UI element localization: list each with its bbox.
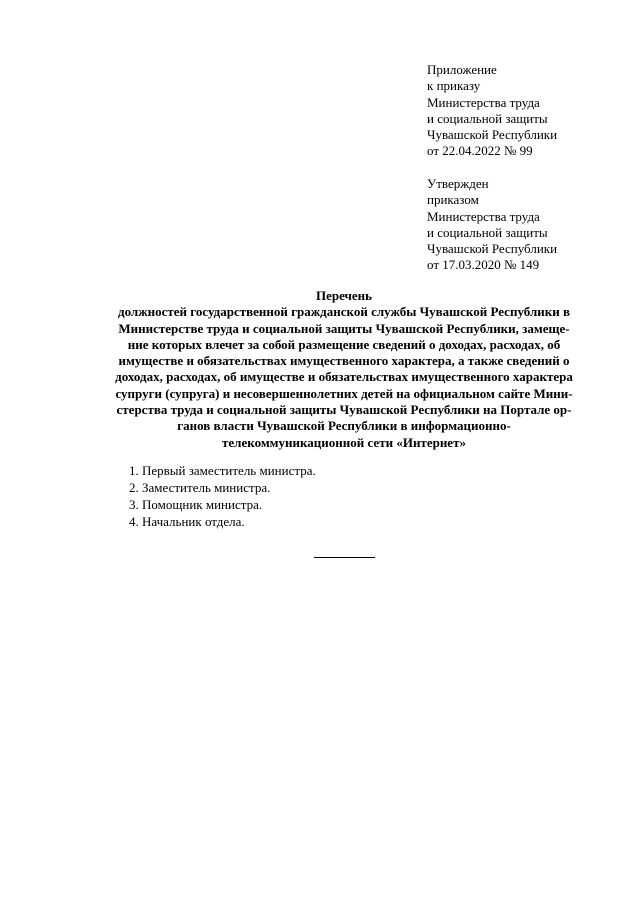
approval-line: от 17.03.2020 № 149	[427, 257, 540, 273]
document-title: Перечень	[315, 288, 373, 303]
list-item: 3. Помощник министра.	[129, 497, 263, 512]
positions-list	[129, 462, 529, 530]
heading-line: ганов власти Чувашской Республики в информационно-	[177, 418, 511, 434]
approval-line: приказом	[427, 192, 479, 208]
heading-line: Министерстве труда и социальной защиты Чувашской Республики, замеще-	[118, 320, 570, 336]
approval-line: и социальной защиты	[427, 224, 548, 240]
document-heading	[60, 288, 628, 451]
list-item: 1. Первый заместитель министра.	[129, 463, 316, 478]
approval-line: Чувашской Республики	[427, 241, 558, 257]
closing-divider	[314, 557, 375, 558]
approval-line: Министерства труда	[427, 208, 540, 224]
list-item: 4. Начальник отдела.	[129, 514, 245, 529]
approval-block	[427, 176, 627, 274]
appendix-line: Министерства труда	[427, 94, 540, 110]
appendix-line: Чувашской Республики	[427, 127, 558, 143]
heading-line: имуществе и обязательствах имущественного характера, а также сведений о	[118, 353, 570, 369]
heading-line: стерства труда и социальной защиты Чувашской Республики на Портале ор-	[116, 402, 572, 418]
appendix-line: от 22.04.2022 № 99	[427, 143, 533, 159]
heading-line: должностей государственной гражданской службы Чувашской Республики в	[118, 304, 570, 320]
appendix-line: к приказу	[427, 78, 481, 94]
list-item: 2. Заместитель министра.	[129, 480, 271, 495]
heading-line: ние которых влечет за собой размещение сведений о доходах, расходах, об	[127, 336, 561, 352]
approval-line: Утвержден	[427, 176, 489, 191]
appendix-block	[427, 62, 627, 160]
appendix-line: Приложение	[427, 62, 497, 77]
heading-line: телекоммуникационной сети «Интернет»	[222, 434, 466, 450]
heading-line: доходах, расходах, об имуществе и обязательствах имущественного характера	[115, 369, 573, 385]
heading-line: супруги (супруга) и несовершеннолетних детей на официальном сайте Мини-	[115, 385, 573, 401]
appendix-line: и социальной защиты	[427, 110, 548, 126]
